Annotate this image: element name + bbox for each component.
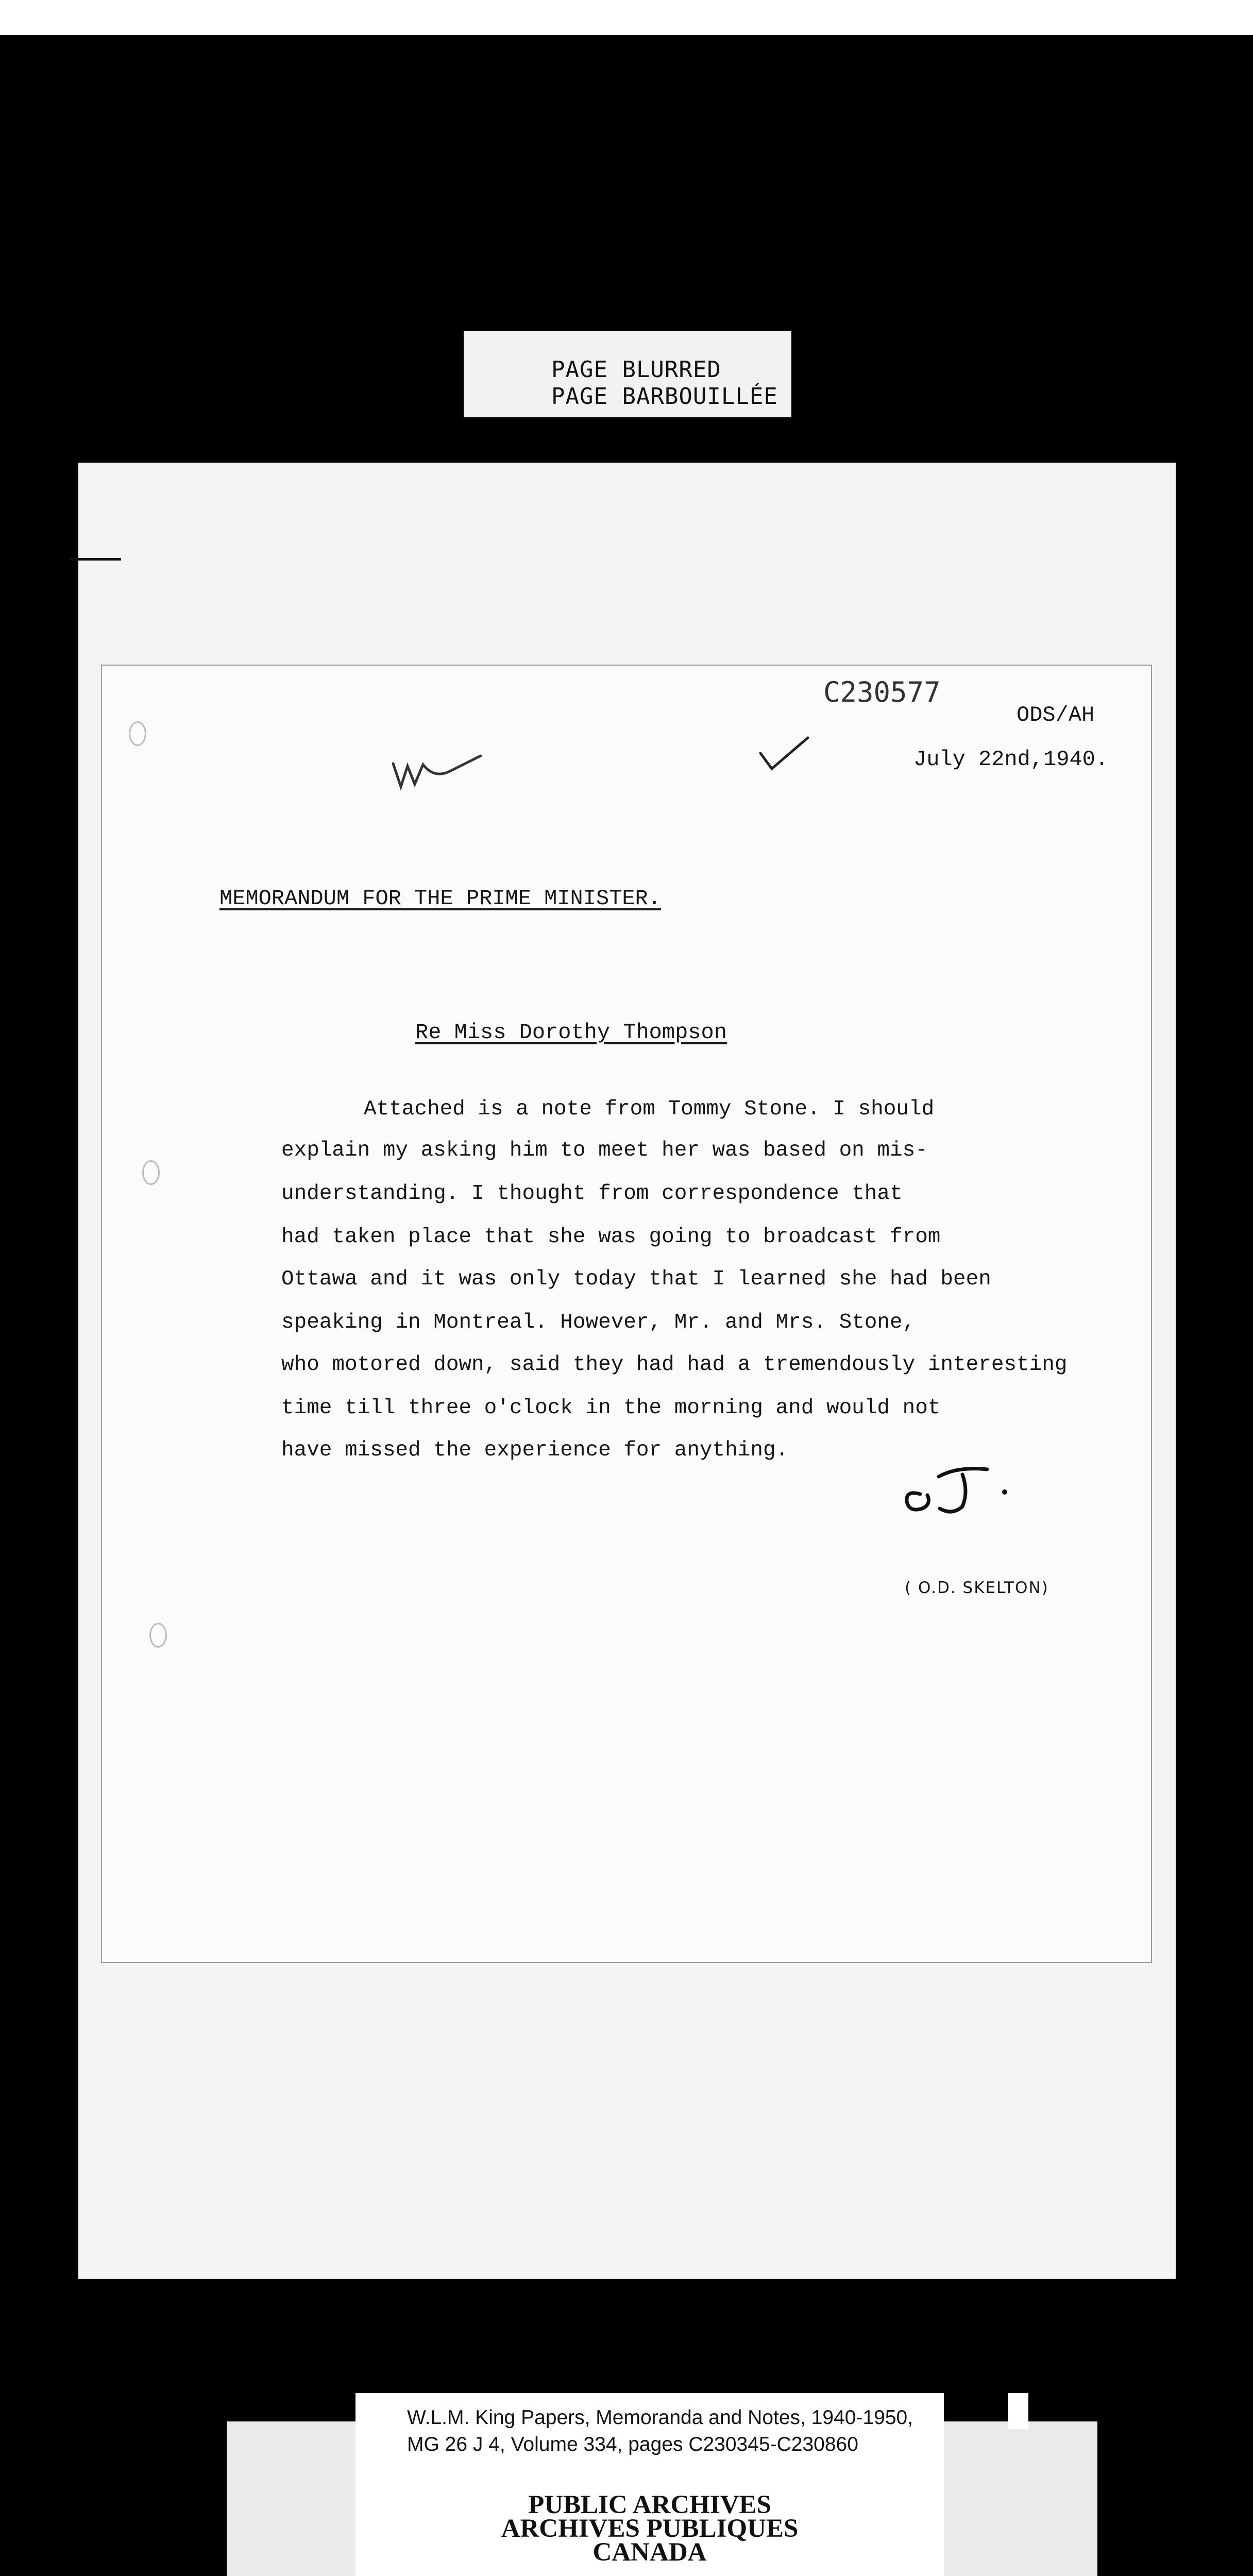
film-edge [0, 0, 1253, 35]
page-blurred-label [464, 331, 791, 417]
checkmark-icon [756, 733, 813, 774]
punch-hole-bottom [149, 1623, 167, 1648]
memo-heading: MEMORANDUM FOR THE PRIME MINISTER. [219, 886, 661, 911]
punch-hole-top [129, 721, 146, 746]
stamp-notch [1008, 2393, 1028, 2429]
body-line: who motored down, said they had had a tremendously interesting [281, 1353, 1068, 1377]
file-code: C230577 [823, 676, 941, 708]
signature-initials-icon [895, 1459, 1014, 1526]
archive-citation [355, 2393, 944, 2478]
body-line: Attached is a note from Tommy Stone. I should [364, 1097, 935, 1121]
body-line: Ottawa and it was only today that I learned she had been [281, 1267, 991, 1291]
signatory-name: ( O.D. SKELTON) [905, 1579, 1049, 1597]
memo-subject: Re Miss Dorothy Thompson [415, 1020, 727, 1045]
body-line: understanding. I thought from correspondence that [281, 1182, 903, 1206]
body-line: had taken place that she was going to broadcast from [281, 1225, 941, 1249]
stamp-line-country: CANADA [592, 2538, 707, 2567]
body-line: have missed the experience for anything. [281, 1438, 789, 1462]
body-line: time till three o'clock in the morning and would not [281, 1396, 941, 1420]
blur-notice-french: PAGE BARBOUILLÉE [551, 383, 778, 410]
stamp-line-french: ARCHIVES PUBLIQUES [501, 2514, 799, 2543]
reference-initials: ODS/AH [1017, 703, 1095, 727]
stamp-line-english: PUBLIC ARCHIVES [528, 2490, 771, 2519]
margin-mark [70, 558, 121, 561]
memorandum-page [101, 665, 1152, 1963]
blur-notice-english: PAGE BLURRED [551, 357, 721, 383]
handwritten-mark-icon [388, 743, 491, 800]
public-archives-stamp [355, 2478, 944, 2576]
punch-hole-middle [142, 1160, 160, 1185]
body-line: explain my asking him to meet her was based on mis- [281, 1139, 928, 1162]
body-line: speaking in Montreal. However, Mr. and Mrs. Stone, [281, 1311, 916, 1334]
citation-line: MG 26 J 4, Volume 334, pages C230345-C230860 [407, 2433, 858, 2455]
citation-line: W.L.M. King Papers, Memoranda and Notes, 1940-1950, [407, 2406, 913, 2429]
memo-date: July 22nd,1940. [913, 747, 1109, 772]
